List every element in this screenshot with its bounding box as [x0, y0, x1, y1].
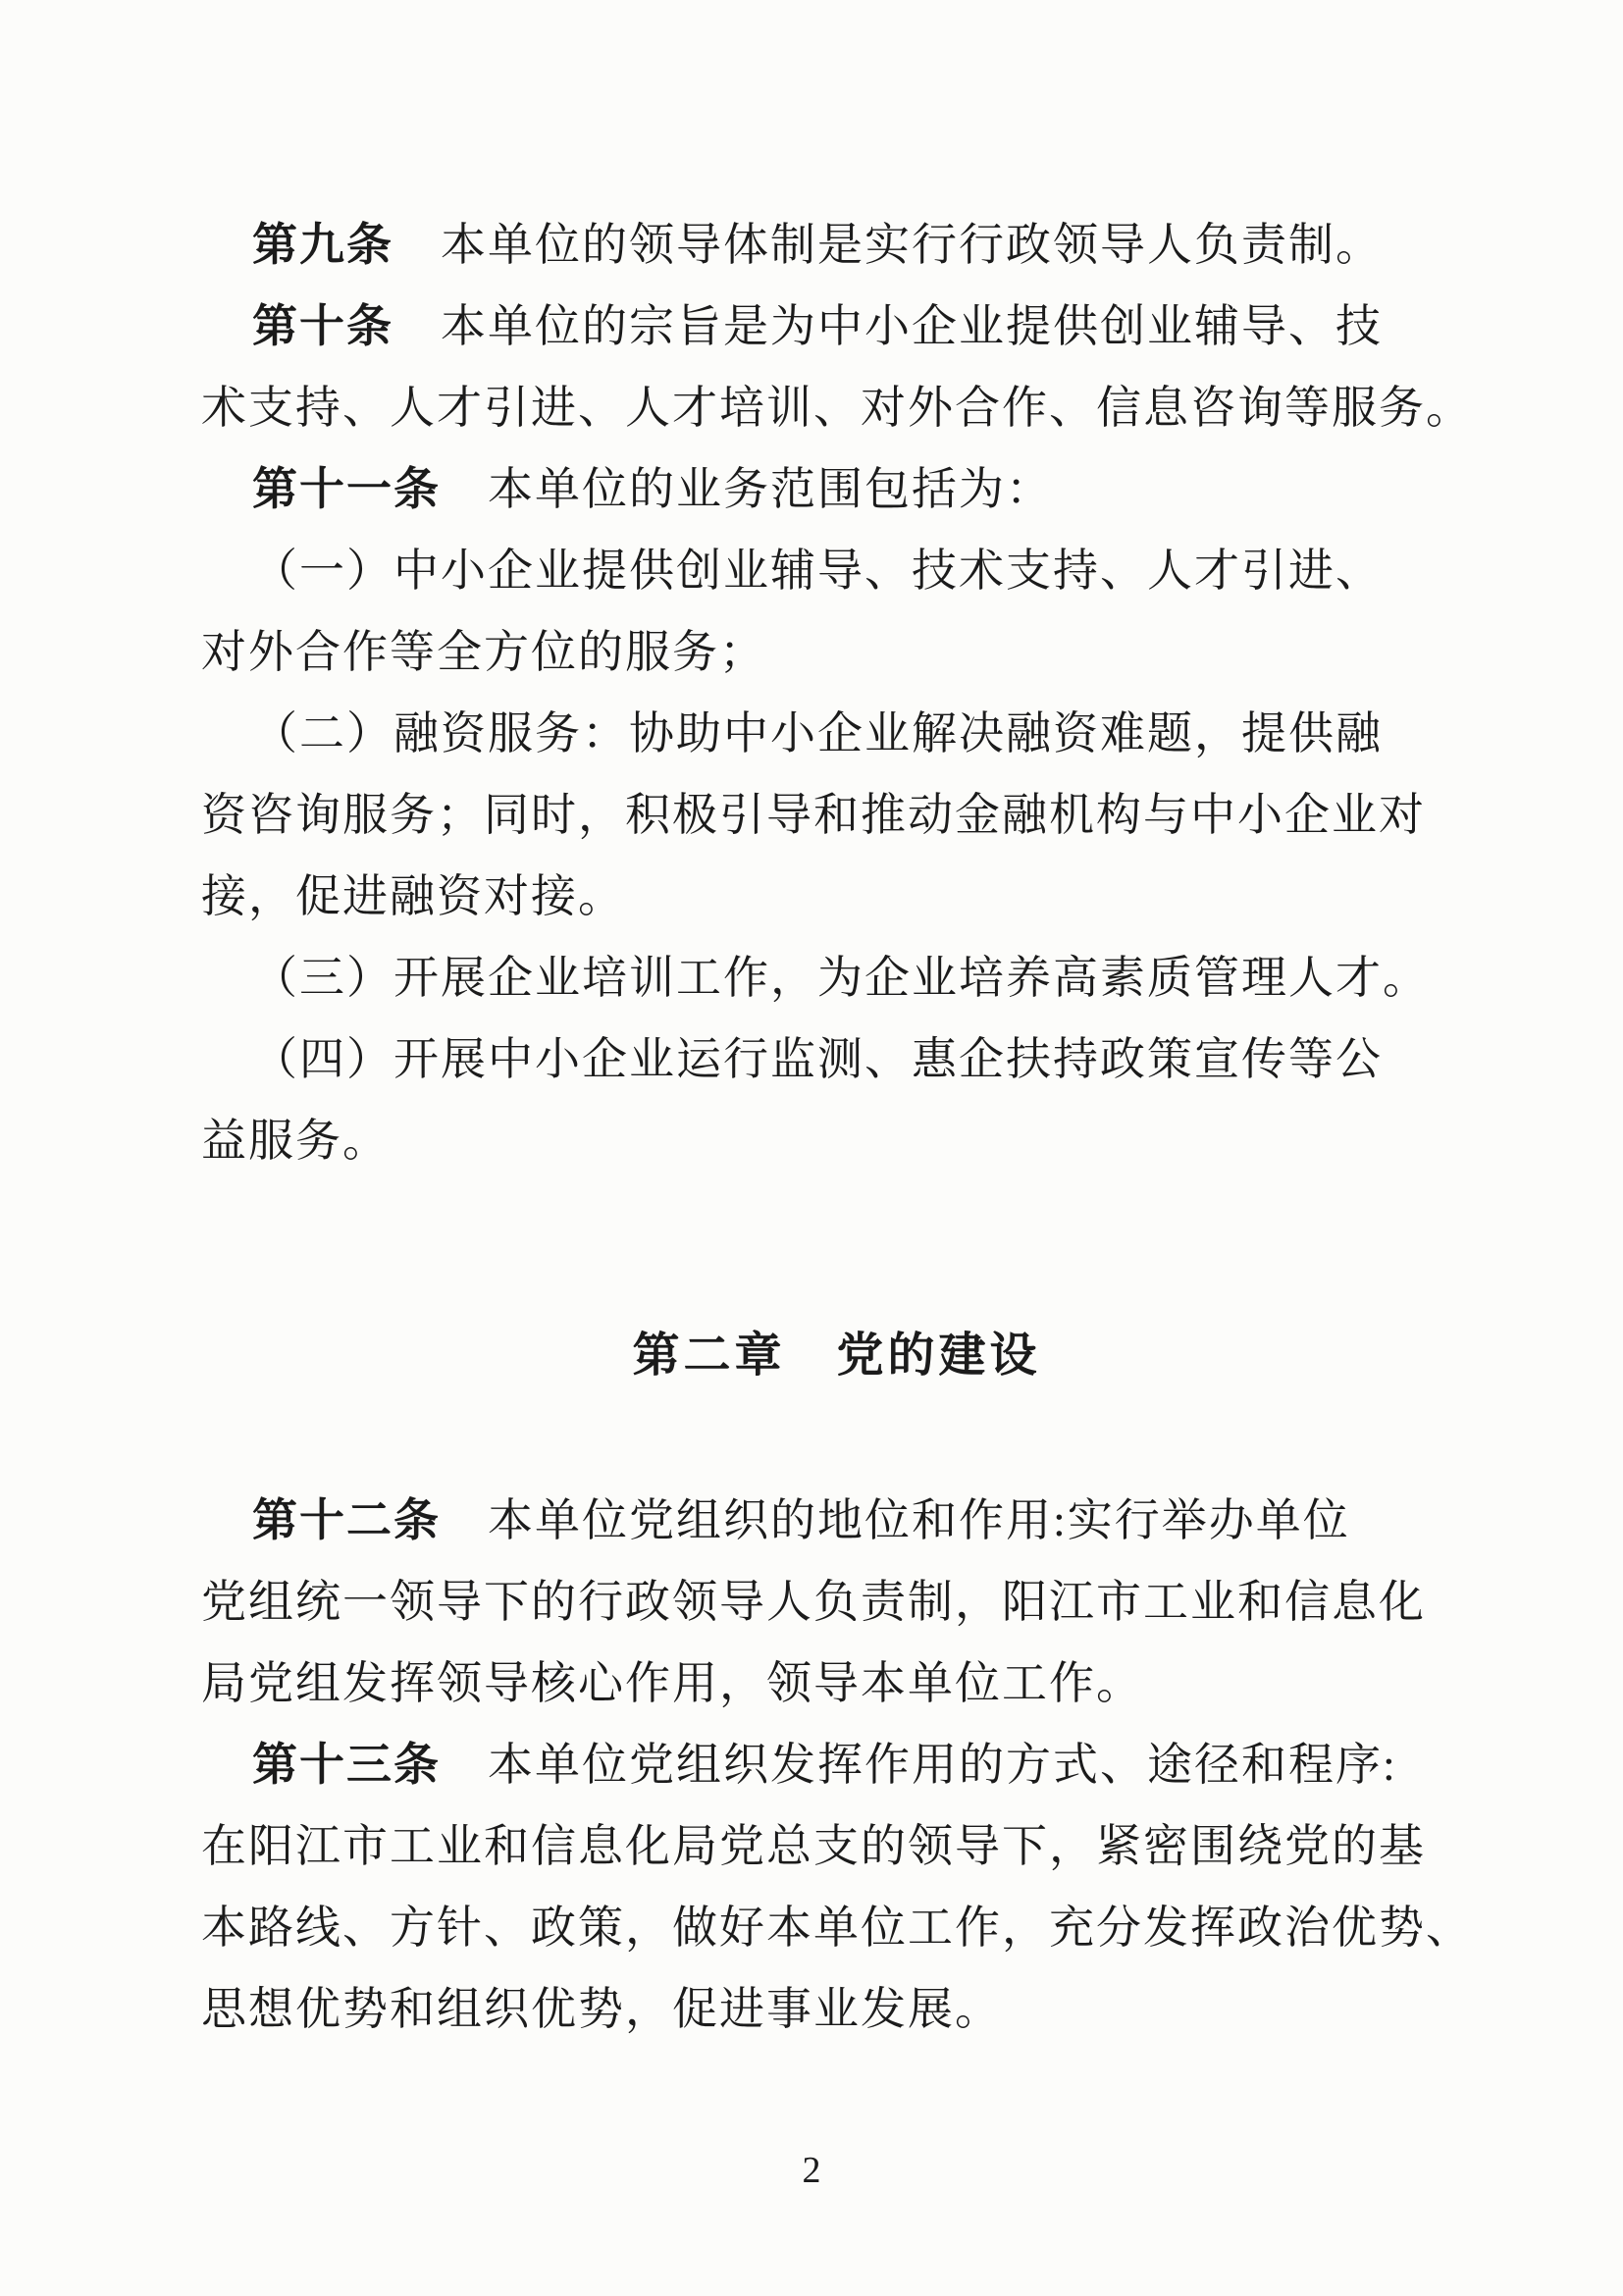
section-articles — [201, 204, 1472, 1181]
text-run: 益服务。 — [201, 1116, 390, 1166]
text-line — [201, 611, 1472, 693]
text-run: 本单位的宗旨是为中小企业提供创业辅导、技 — [393, 301, 1383, 351]
document-body — [201, 204, 1472, 2050]
text-line — [201, 448, 1472, 530]
text-line — [201, 774, 1472, 856]
text-line — [201, 1724, 1472, 1805]
text-line — [201, 937, 1472, 1018]
text-line — [201, 367, 1472, 448]
text-run: 本单位的领导体制是实行行政领导人负责制。 — [393, 220, 1383, 270]
page-number: 2 — [802, 2150, 821, 2191]
text-line — [201, 1480, 1472, 1561]
text-run: 本单位党组织的地位和作用:实行举办单位 — [441, 1495, 1350, 1545]
text-line — [201, 1643, 1472, 1724]
article-number: 第十条 — [252, 300, 393, 351]
text-line — [201, 1968, 1472, 2050]
section-party-building — [201, 1480, 1472, 2050]
article-number: 第十二条 — [252, 1494, 441, 1545]
text-line — [201, 286, 1472, 367]
text-line — [201, 693, 1472, 774]
text-run: （二）融资服务：协助中小企业解决融资难题，提供融 — [252, 708, 1383, 758]
text-line — [201, 1561, 1472, 1643]
text-run: 在阳江市工业和信息化局党总支的领导下，紧密围绕党的基 — [201, 1821, 1426, 1871]
text-run: 对外合作等全方位的服务； — [201, 627, 766, 677]
text-line — [201, 530, 1472, 611]
text-run: 接，促进融资对接。 — [201, 871, 625, 921]
chapter-heading: 第二章 党的建设 — [632, 1330, 1041, 1382]
article-number: 第十一条 — [252, 463, 441, 514]
page-footer — [0, 2149, 1623, 2192]
text-run: 本单位党组织发挥作用的方式、途径和程序: — [441, 1740, 1397, 1790]
text-run: （四）开展中小企业运行监测、惠企扶持政策宣传等公 — [252, 1034, 1383, 1084]
text-run: 局党组发挥领导核心作用，领导本单位工作。 — [201, 1658, 1143, 1708]
text-run: 本单位的业务范围包括为： — [441, 464, 1053, 514]
text-line — [201, 1805, 1472, 1887]
text-line — [201, 204, 1472, 286]
article-number: 第十三条 — [252, 1739, 441, 1790]
text-line — [201, 1018, 1472, 1100]
text-run: 术支持、人才引进、人才培训、对外合作、信息咨询等服务。 — [201, 383, 1473, 433]
text-run: （三）开展企业培训工作，为企业培养高素质管理人才。 — [252, 953, 1430, 1003]
text-run: （一）中小企业提供创业辅导、技术支持、人才引进、 — [252, 546, 1383, 596]
text-line — [201, 1887, 1472, 1968]
article-number: 第九条 — [252, 219, 393, 270]
text-run: 党组统一领导下的行政领导人负责制，阳江市工业和信息化 — [201, 1577, 1426, 1627]
text-line — [201, 1100, 1472, 1181]
text-run: 资咨询服务；同时，积极引导和推动金融机构与中小企业对 — [201, 790, 1426, 840]
text-run: 思想优势和组织优势，促进事业发展。 — [201, 1984, 1002, 2034]
text-line — [201, 856, 1472, 937]
text-run: 本路线、方针、政策，做好本单位工作，充分发挥政治优势、 — [201, 1903, 1473, 1953]
